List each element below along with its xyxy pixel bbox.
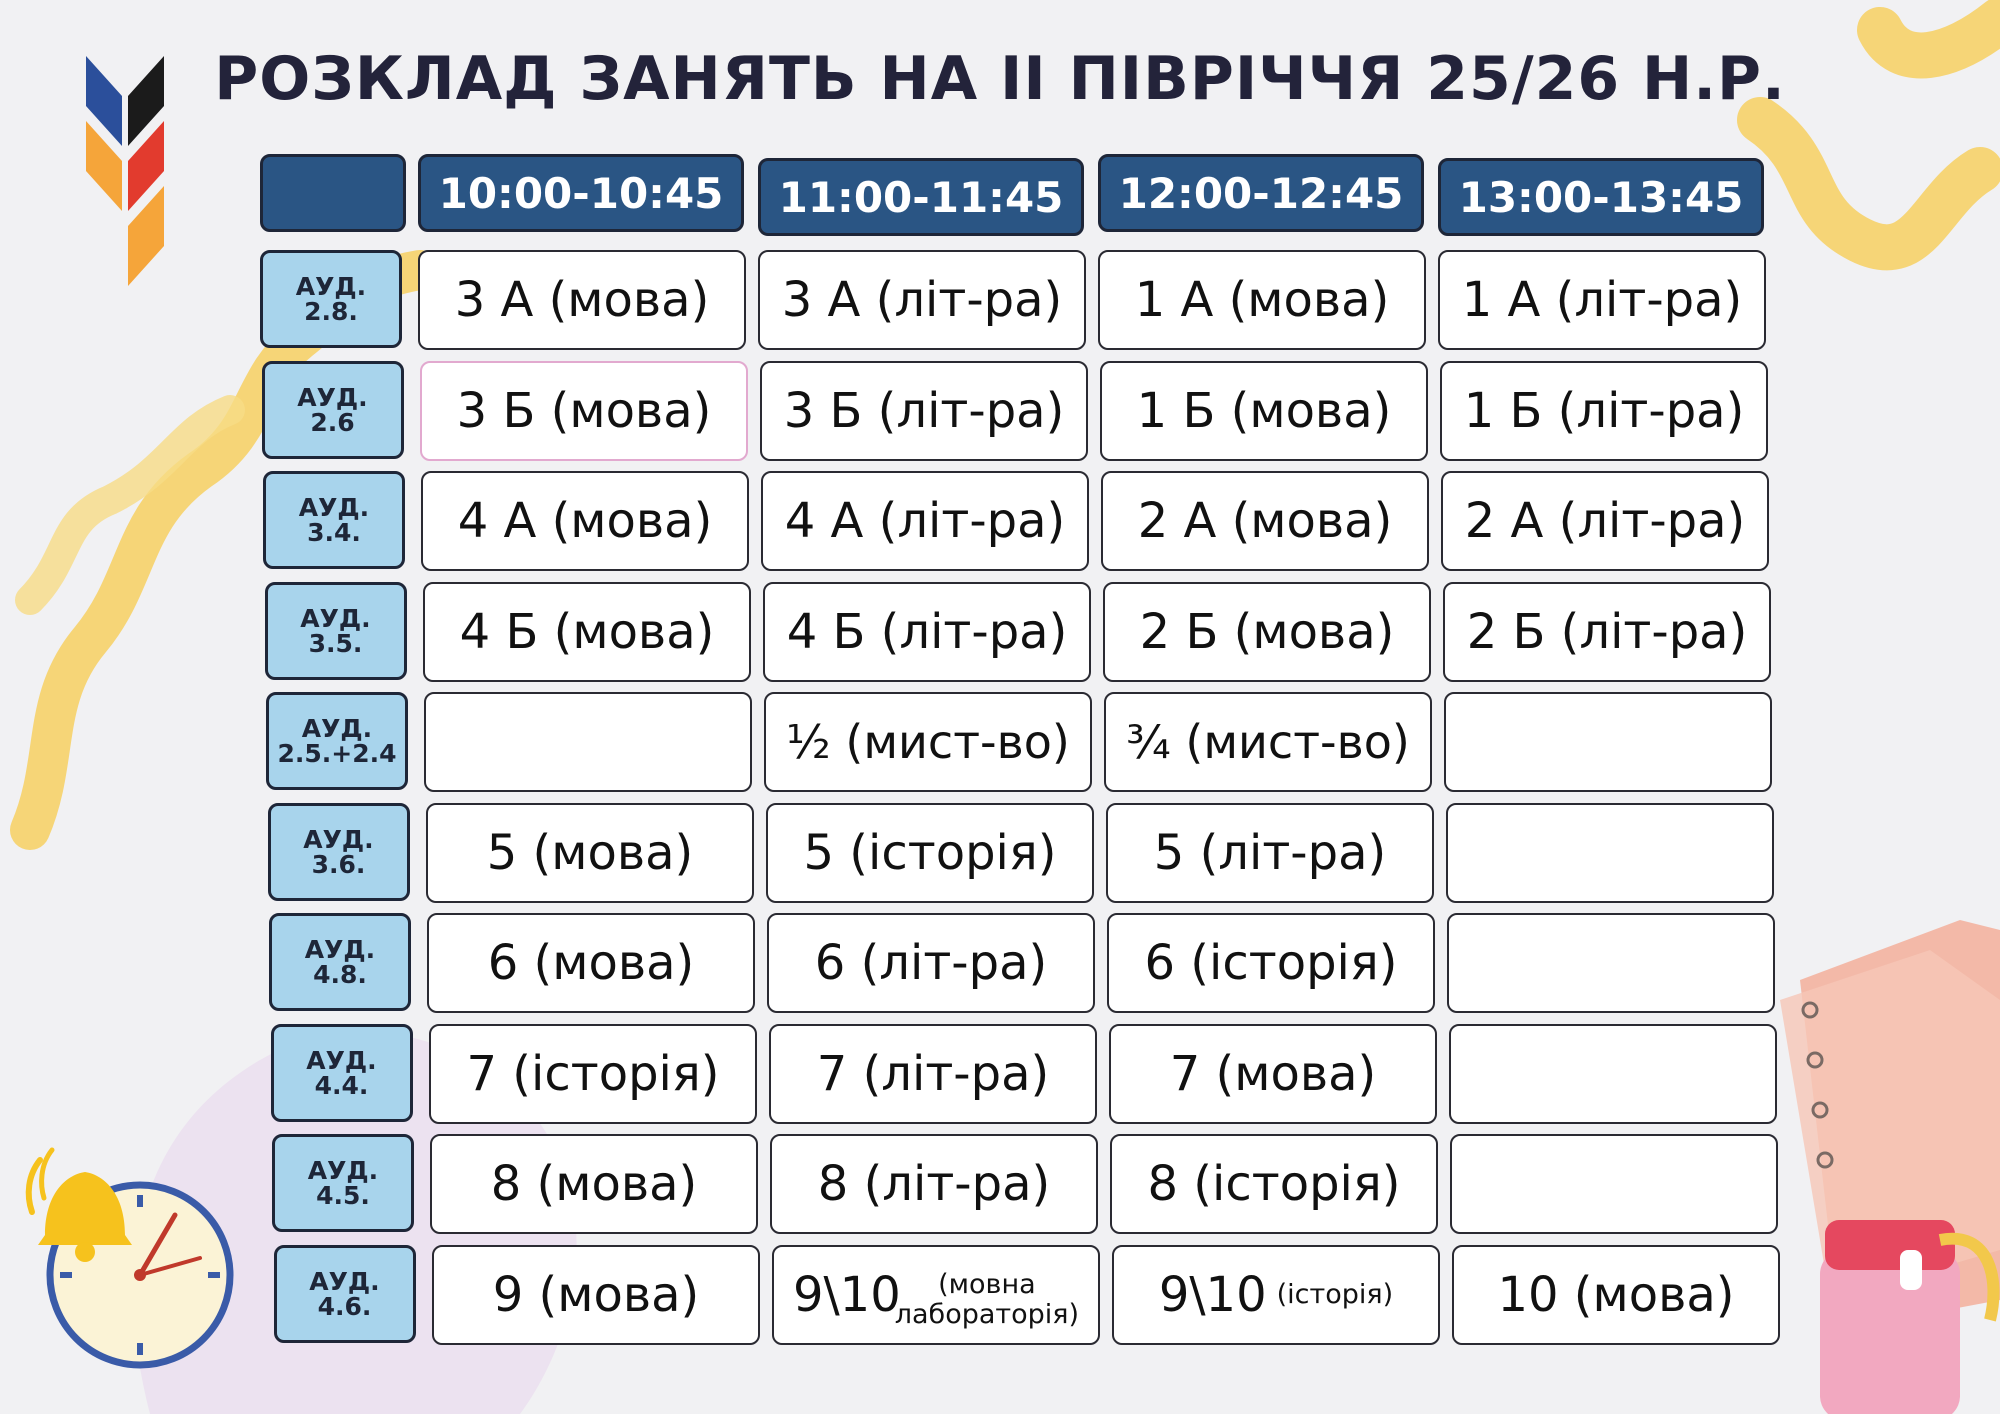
room-label (271, 1024, 413, 1122)
lab-note-line1: (мовна (938, 1269, 1036, 1300)
time-header: 10:00-10:45 (418, 154, 744, 232)
lesson-cell (424, 692, 752, 792)
lesson-cell: 6 (мова) (427, 913, 755, 1013)
lesson-cell: 2 Б (літ-ра) (1443, 582, 1771, 682)
room-label-line: 2.5.+2.4 (277, 739, 397, 768)
lesson-cell: 1 Б (літ-ра) (1440, 361, 1768, 461)
room-label-line: АУД. (309, 1267, 380, 1296)
lesson-cell (1446, 803, 1774, 903)
lesson-cell: ½ (мист-во) (764, 692, 1092, 792)
lesson-cell: 2 А (літ-ра) (1441, 471, 1769, 571)
lesson-cell: 6 (літ-ра) (767, 913, 1095, 1013)
header-corner (260, 154, 406, 232)
room-label-line: АУД. (301, 714, 373, 743)
lab-note (895, 1270, 1079, 1330)
room-label-line: 4.8. (313, 960, 367, 989)
lesson-cell: 1 Б (мова) (1100, 361, 1428, 461)
time-header: 13:00-13:45 (1438, 158, 1764, 236)
lesson-cell: 5 (літ-ра) (1106, 803, 1434, 903)
lesson-cell: 4 Б (літ-ра) (763, 582, 1091, 682)
time-header: 12:00-12:45 (1098, 154, 1424, 232)
lesson-cell: 3 Б (літ-ра) (760, 361, 1088, 461)
lesson-cell: 6 (історія) (1107, 913, 1435, 1013)
room-label-line: АУД. (303, 825, 374, 854)
lab-note-line2: лабораторія) (894, 1299, 1080, 1330)
lesson-cell: 1 А (літ-ра) (1438, 250, 1766, 350)
lesson-cell: ¾ (мист-во) (1104, 692, 1432, 792)
lesson-cell: 7 (історія) (429, 1024, 757, 1124)
room-label-line: АУД. (300, 604, 371, 633)
room-label (262, 361, 404, 459)
lesson-cell: 8 (мова) (430, 1134, 758, 1234)
lesson-cell (1449, 1024, 1777, 1124)
room-label (268, 803, 410, 901)
history-note: (історія) (1276, 1279, 1394, 1310)
room-label-line: АУД. (304, 935, 376, 964)
lesson-cell: 4 Б (мова) (423, 582, 751, 682)
lesson-cell: 1 А (мова) (1098, 250, 1426, 350)
lesson-cell: 5 (мова) (426, 803, 754, 903)
lesson-cell: 5 (історія) (766, 803, 1094, 903)
lesson-cell (1450, 1134, 1778, 1234)
room-label-line: 2.6 (310, 408, 355, 437)
lesson-cell: 7 (літ-ра) (769, 1024, 1097, 1124)
room-label-line: 3.4. (307, 518, 361, 547)
room-label-line: АУД. (306, 1046, 377, 1075)
room-label-line: АУД. (297, 383, 368, 412)
lesson-cell: 4 А (мова) (421, 471, 749, 571)
room-label-line: АУД. (295, 272, 367, 301)
room-label-line: 4.6. (317, 1292, 372, 1321)
lesson-cell: 3 Б (мова) (420, 361, 748, 461)
room-label (263, 471, 405, 569)
room-label-line: АУД. (298, 493, 370, 522)
page-title: РОЗКЛАД ЗАНЯТЬ НА ІІ ПІВРІЧЧЯ 25/26 Н.Р. (214, 44, 1786, 114)
lesson-cell (1447, 913, 1775, 1013)
lesson-cell: 8 (літ-ра) (770, 1134, 1098, 1234)
lesson-cell: 9\10 (мовна лабораторія) (772, 1245, 1100, 1345)
room-label (260, 250, 402, 348)
lesson-cell: 7 (мова) (1109, 1024, 1437, 1124)
lesson-cell: 9\10 (історія) (1112, 1245, 1440, 1345)
lesson-cell: 2 Б (мова) (1103, 582, 1431, 682)
lesson-cell (1444, 692, 1772, 792)
room-label-line: АУД. (307, 1156, 379, 1185)
lesson-cell: 10 (мова) (1452, 1245, 1780, 1345)
room-label-line: 3.6. (311, 850, 366, 879)
room-label (274, 1245, 416, 1343)
room-label-line: 4.5. (316, 1181, 370, 1210)
room-label-line: 3.5. (308, 629, 363, 658)
room-label (269, 913, 411, 1011)
room-label (272, 1134, 414, 1232)
lesson-cell: 9 (мова) (432, 1245, 760, 1345)
school-logo (82, 46, 172, 296)
room-label (265, 582, 407, 680)
lesson-cell: 8 (історія) (1110, 1134, 1438, 1234)
lesson-cell: 3 А (літ-ра) (758, 250, 1086, 350)
lesson-cell: 4 А (літ-ра) (761, 471, 1089, 571)
lesson-cell: 3 А (мова) (418, 250, 746, 350)
room-label (266, 692, 408, 790)
lesson-cell: 2 А (мова) (1101, 471, 1429, 571)
time-header: 11:00-11:45 (758, 158, 1084, 236)
room-label-line: 4.4. (314, 1071, 369, 1100)
room-label-line: 2.8. (304, 297, 358, 326)
